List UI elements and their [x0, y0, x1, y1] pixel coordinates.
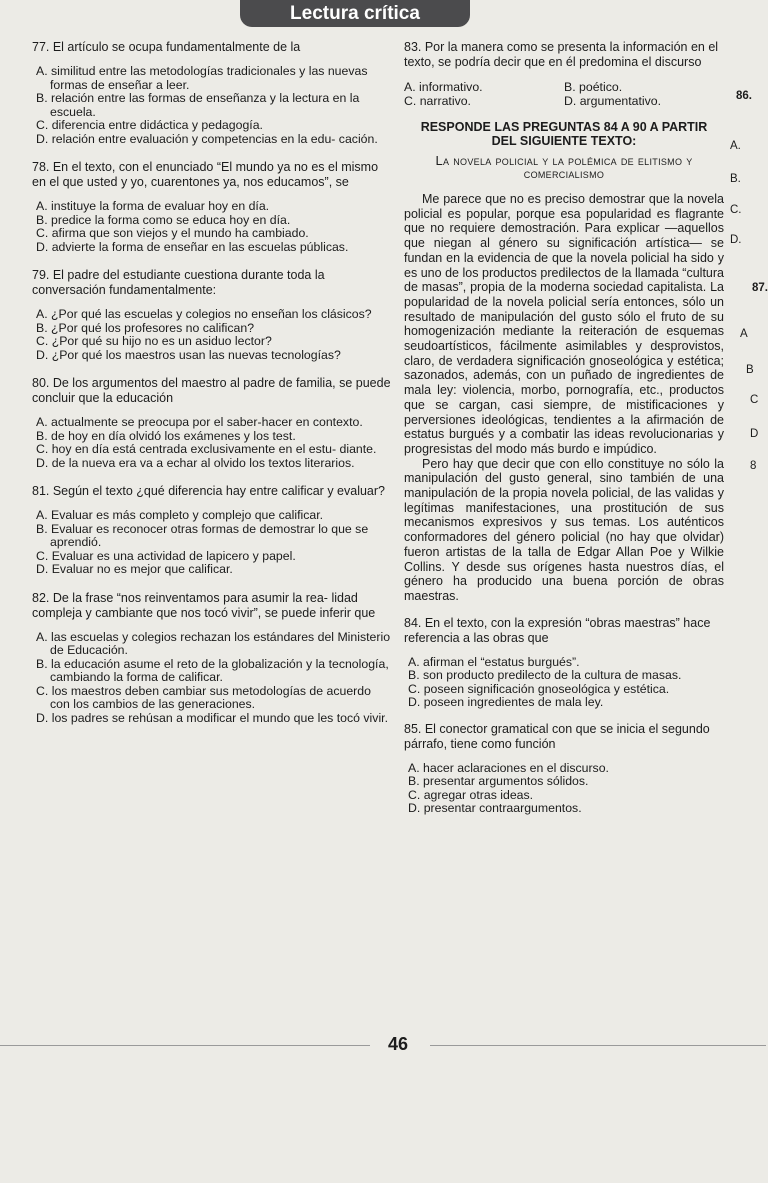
option-81a[interactable]: A. Evaluar es más completo y complejo que calificar. [36, 508, 324, 522]
question-80 [32, 376, 392, 470]
question-81 [32, 484, 392, 577]
question-80-stem: 80. De los argumentos del maestro al padre de familia, se puede concluir que la educación [32, 376, 391, 405]
question-86-number: 86. [736, 90, 752, 102]
option-85a[interactable]: A. hacer aclaraciones en el discurso. [408, 760, 609, 775]
option-78b[interactable]: B. predice la forma como se educa hoy en día. [36, 212, 291, 227]
option-77c[interactable]: C. diferencia entre didáctica y pedagogía. [36, 118, 263, 132]
option-82c[interactable]: C. los maestros deben cambiar sus metodologías de acuerdo con los cambios de las generaciones. [36, 683, 371, 711]
option-85b[interactable]: B. presentar argumentos sólidos. [408, 774, 589, 789]
option-84d[interactable]: D. poseen ingredientes de mala ley. [408, 695, 604, 710]
option-81d[interactable]: D. Evaluar no es mejor que calificar. [36, 562, 233, 576]
reading-paragraph-1: Me parece que no es preciso demostrar que la novela policial es popular, porque esa popularidad es flagrante que no requiere demostración. Para explicar —aquellos que niegan al género su significación artística— se fundan en la evidencia de que la novela policial ha sido y es uno de los productos predilectos de la llamada “cultura de masas”, propia de la moderna sociedad capitalista. La popularidad de la novela policial sería entonces, sólo un resultado de manipulación del gusto sólo el fruto de su homogenización mediante la reiteración de esquemas seudoartísticos, fácilmente asimilables y desprovistos, claro, de verdadera significación gnoseológica y estética; sazonados, además, con un puñado de ingredientes de mala ley: violencia, morbo, pornografía, etc., productos que se cargan, casi siempre, de mistificaciones y perversiones ideológicas, tendientes a la afirmación de estatus burgués y a combatir las ideas revolucionarias y progresistas del modo más burdo e impúdico. [404, 192, 724, 456]
question-77-stem: 77. El artículo se ocupa fundamentalmente de la [32, 40, 301, 54]
reading-instruction: RESPONDE LAS PREGUNTAS 84 A 90 A PARTIR DEL SIGUIENTE TEXTO: [420, 120, 708, 148]
reading-section [414, 120, 714, 180]
reading-title: La novela policial y la polémica de elitismo y comercialismo [435, 153, 693, 181]
option-77a[interactable]: A. similitud entre las metodologías tradicionales y las nuevas formas de enseñar a leer. [36, 64, 368, 92]
option-77d[interactable]: D. relación entre evaluación y competencias en la edu- cación. [36, 131, 378, 146]
option-83d[interactable]: D. argumentativo. [564, 94, 662, 108]
option-86d[interactable]: D. [730, 234, 742, 246]
option-79c[interactable]: C. ¿Por qué su hijo no es un asiduo lector? [36, 334, 272, 348]
question-77 [32, 40, 392, 146]
question-85 [404, 722, 756, 816]
reading-paragraph-2: Pero hay que decir que con ello constituye no sólo la manipulación del gusto general, sino también de una manipulación de la propia novela policial, de las validas y legítimas manifestaciones, una prostitución de sus mecanismos expresivos y sus temas. Los auténticos conformadores del género policial (no hay que olvidar) fueron artistas de la talla de Edgar Allan Poe y Wilkie Collins. Y desde sus orígenes hasta nuestros días, el género ha producido una buena porción de obras maestras. [404, 456, 724, 603]
question-85-stem: 85. El conector gramatical con que se inicia el segundo párrafo, tiene como función [404, 721, 710, 751]
option-80b[interactable]: B. de hoy en día olvidó los exámenes y los test. [36, 428, 296, 443]
option-78a[interactable]: A. instituye la forma de evaluar hoy en día. [36, 199, 270, 213]
option-81b[interactable]: B. Evaluar es reconocer otras formas de demostrar lo que se aprendió. [36, 521, 369, 549]
reading-text [404, 192, 724, 604]
option-87a[interactable]: A [740, 328, 748, 340]
question-79 [32, 268, 392, 362]
option-87b[interactable]: B [746, 364, 754, 376]
option-77b[interactable]: B. relación entre las formas de enseñanza y la lectura en la escuela. [36, 91, 360, 119]
page-number: 46 [388, 1034, 409, 1054]
option-82b[interactable]: B. la educación asume el reto de la globalización y la tecnología, cambiando la forma de calificar. [36, 656, 389, 684]
option-79b[interactable]: B. ¿Por qué los profesores no califican? [36, 320, 255, 335]
question-78 [32, 160, 392, 254]
option-78d[interactable]: D. advierte la forma de enseñar en las escuelas públicas. [36, 239, 349, 254]
option-87d[interactable]: D [750, 428, 759, 440]
footer-rule-left [0, 1045, 370, 1046]
option-80d[interactable]: D. de la nueva era va a echar al olvido los textos literarios. [36, 455, 355, 470]
option-83b[interactable]: B. poético. [564, 80, 623, 94]
option-86a[interactable]: A. [730, 140, 741, 152]
question-84 [404, 616, 756, 710]
option-81c[interactable]: C. Evaluar es una actividad de lapicero y papel. [36, 548, 296, 563]
option-80a[interactable]: A. actualmente se preocupa por el saber-hacer en contexto. [36, 415, 363, 429]
option-79a[interactable]: A. ¿Por qué las escuelas y colegios no enseñan los clásicos? [36, 307, 372, 321]
question-78-stem: 78. En el texto, con el enunciado “El mundo ya no es el mismo en el que usted y yo, cuarentones ya, nos educamos”, se [32, 160, 379, 189]
option-86c[interactable]: C. [730, 204, 742, 216]
left-column [32, 40, 392, 725]
option-79d[interactable]: D. ¿Por qué los maestros usan las nuevas tecnologías? [36, 347, 341, 362]
question-83 [404, 40, 724, 108]
question-81-stem: 81. Según el texto ¿qué diferencia hay entre calificar y evaluar? [32, 484, 385, 498]
option-86b[interactable]: B. [730, 173, 741, 185]
option-82d[interactable]: D. los padres se rehúsan a modificar el mundo que les tocó vivir. [36, 710, 389, 725]
question-87-number: 87. [752, 282, 768, 294]
option-87c[interactable]: C [750, 394, 759, 406]
option-85d[interactable]: D. presentar contraargumentos. [408, 801, 582, 816]
option-84c[interactable]: C. poseen significación gnoseológica y estética. [408, 681, 670, 696]
option-88-fragment: 8 [750, 460, 757, 472]
option-82a[interactable]: A. las escuelas y colegios rechazan los estándares del Ministerio de Educación. [36, 629, 391, 657]
option-78c[interactable]: C. afirma que son viejos y el mundo ha cambiado. [36, 226, 309, 240]
option-80c[interactable]: C. hoy en día está centrada exclusivamente en el estu- diante. [36, 442, 377, 456]
question-82 [32, 591, 392, 726]
option-84a[interactable]: A. afirman el “estatus burgués”. [408, 654, 580, 669]
question-84-stem: 84. En el texto, con la expresión “obras maestras” hace referencia a las obras que [404, 615, 711, 645]
question-82-stem: 82. De la frase “nos reinventamos para asumir la rea- lidad compleja y cambiante que nos tocó vivir”, se puede inferir que [32, 590, 376, 620]
question-83-stem: 83. Por la manera como se presenta la información en el texto, se podría decir que en él predomina el discurso [404, 40, 719, 69]
section-title: Lectura crítica [290, 3, 420, 24]
option-83a[interactable]: A. informativo. [404, 80, 483, 94]
option-84b[interactable]: B. son producto predilecto de la cultura de masas. [408, 668, 682, 683]
right-column [404, 40, 759, 816]
footer-rule-right [430, 1045, 766, 1046]
option-85c[interactable]: C. agregar otras ideas. [408, 787, 534, 802]
section-banner [240, 0, 470, 27]
question-79-stem: 79. El padre del estudiante cuestiona durante toda la conversación fundamentalmente: [32, 268, 325, 297]
option-83c[interactable]: C. narrativo. [404, 94, 471, 108]
